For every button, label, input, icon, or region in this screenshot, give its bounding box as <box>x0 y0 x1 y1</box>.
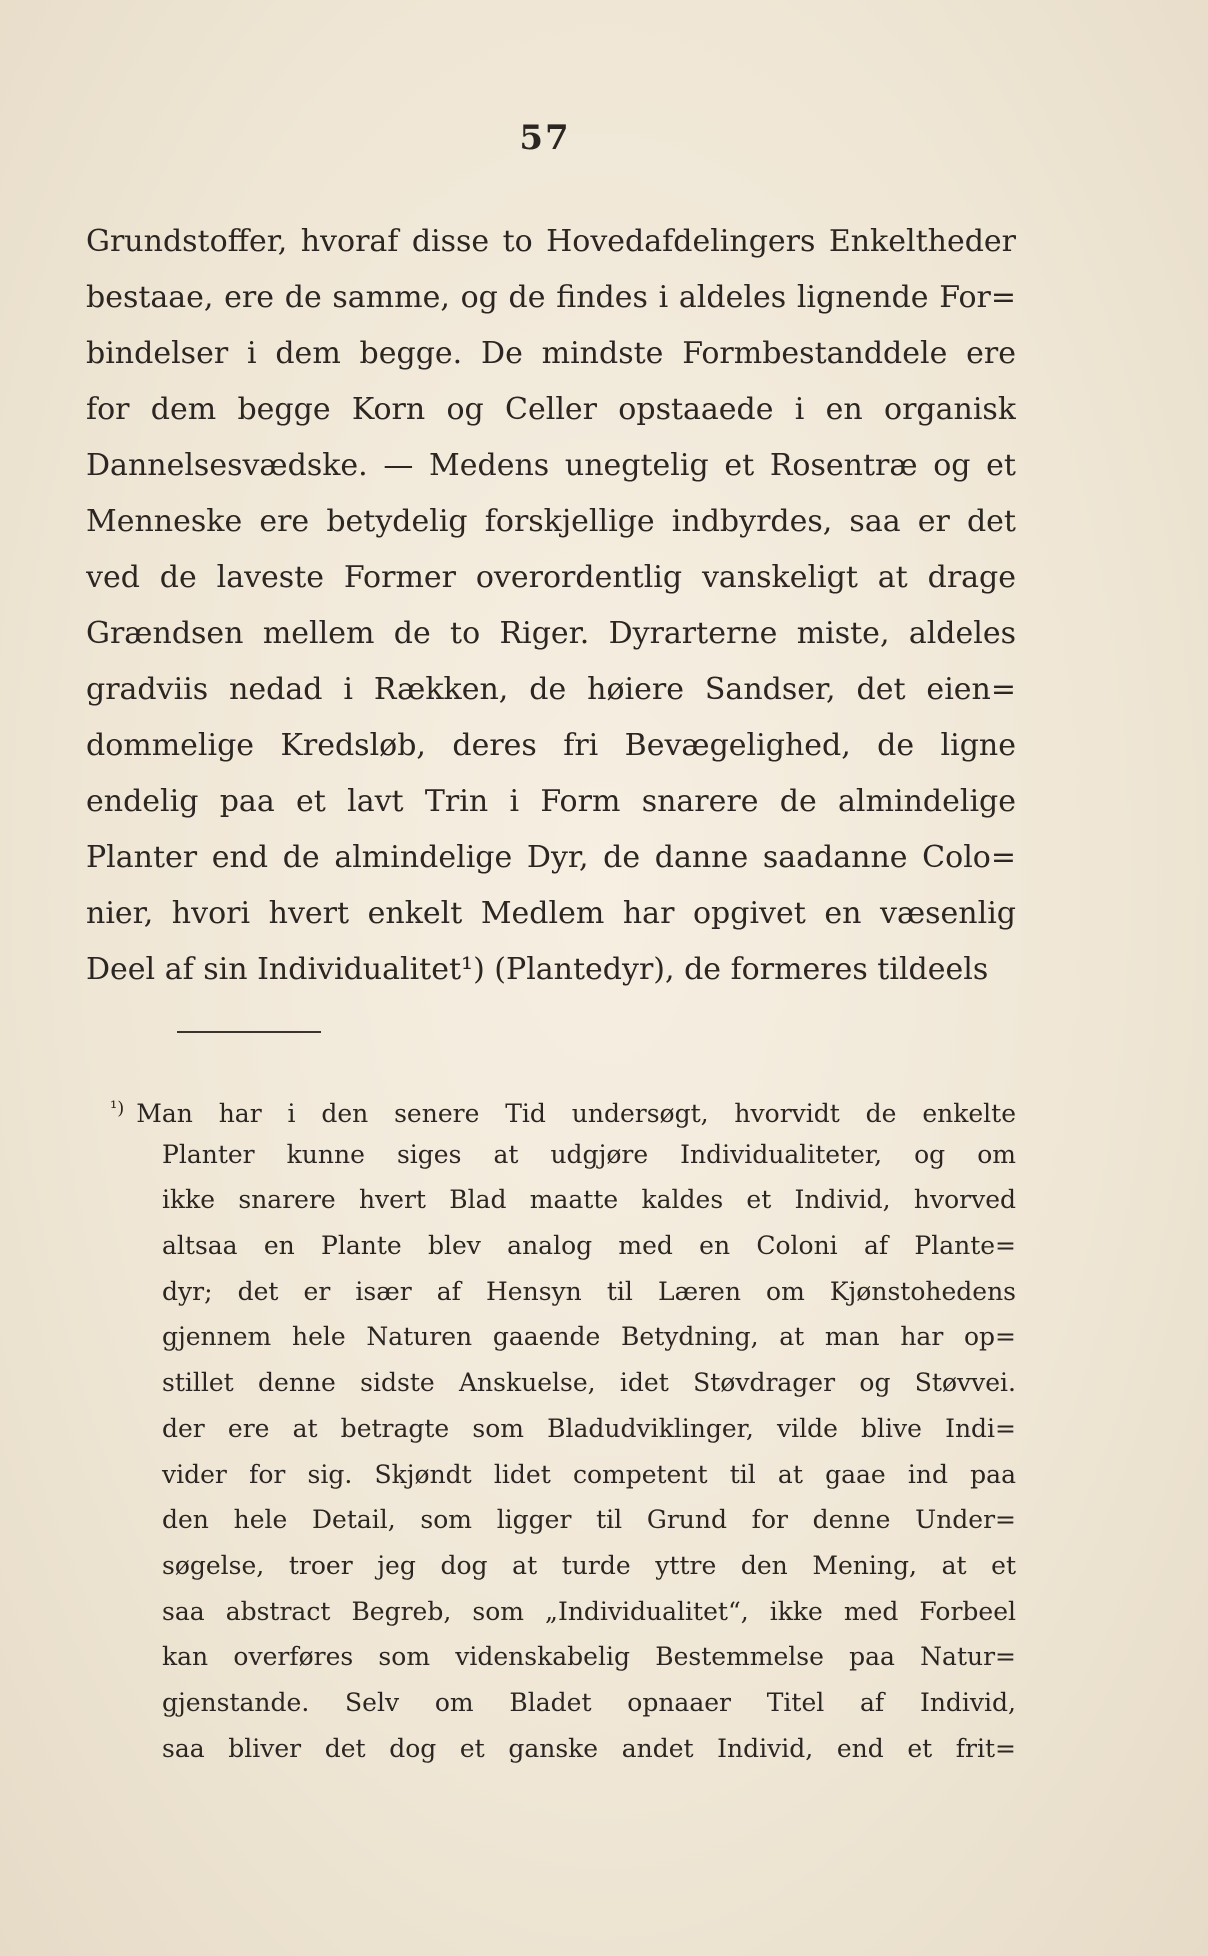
text-line: Dannelsesvædske. — Medens unegtelig et Rosentræ og et <box>86 448 1016 483</box>
text-line: bindelser i dem begge. De mindste Formbestanddele ere <box>86 336 1016 371</box>
footnote-line-text: Man har i den senere Tid undersøgt, hvorvidt de enkelte <box>136 1099 1016 1128</box>
footnote-line: den hele Detail, som ligger til Grund for denne Under= <box>162 1505 1016 1535</box>
footnote-line: ikke snarere hvert Blad maatte kaldes et Individ, hvorved <box>162 1185 1016 1215</box>
page-number: 57 <box>519 118 571 158</box>
footnote <box>110 1086 1016 1771</box>
footnote-line: Planter kunne siges at udgjøre Individualiteter, og om <box>162 1139 1016 1169</box>
text-line: ved de laveste Former overordentlig vanskeligt at drage <box>86 560 1016 595</box>
footnote-line: altsaa en Plante blev analog med en Coloni af Plante= <box>162 1231 1016 1261</box>
footnote-line: der ere at betragte som Bladudviklinger, vilde blive Indi= <box>162 1413 1016 1443</box>
footnote-line: gjenstande. Selv om Bladet opnaaer Titel af Individ, <box>162 1687 1016 1717</box>
footnote-line: kan overføres som videnskabelig Bestemmelse paa Natur= <box>162 1642 1016 1672</box>
footnote-divider <box>177 1031 321 1033</box>
text-line: Grundstoffer, hvoraf disse to Hovedafdelingers Enkeltheder <box>86 224 1016 259</box>
text-line: Grændsen mellem de to Riger. Dyrarterne miste, aldeles <box>86 616 1016 651</box>
body-text <box>86 214 1016 998</box>
text-line: for dem begge Korn og Celler opstaaede i en organisk <box>86 392 1016 427</box>
footnote-line: saa abstract Begreb, som „Individualitet“, ikke med Forbeel <box>162 1596 1016 1626</box>
footnote-marker: ¹) <box>110 1098 125 1119</box>
footnote-line: søgelse, troer jeg dog at turde yttre den Mening, at et <box>162 1550 1016 1580</box>
footnote-line: stillet denne sidste Anskuelse, idet Støvdrager og Støvvei. <box>162 1368 1016 1398</box>
text-line: bestaae, ere de samme, og de findes i aldeles lignende For= <box>86 280 1016 315</box>
footnote-line <box>110 1086 1016 1132</box>
text-line: Menneske ere betydelig forskjellige indbyrdes, saa er det <box>86 504 1016 539</box>
text-line: Planter end de almindelige Dyr, de danne saadanne Colo= <box>86 840 1016 875</box>
text-line: endelig paa et lavt Trin i Form snarere de almindelige <box>86 784 1016 819</box>
text-line: dommelige Kredsløb, deres fri Bevægelighed, de ligne <box>86 728 1016 763</box>
footnote-line: saa bliver det dog et ganske andet Individ, end et frit= <box>162 1733 1016 1763</box>
text-line: Deel af sin Individualitet¹) (Plantedyr), de formeres tildeels <box>86 952 989 987</box>
footnote-line: vider for sig. Skjøndt lidet competent til at gaae ind paa <box>162 1459 1016 1489</box>
text-line: nier, hvori hvert enkelt Medlem har opgivet en væsenlig <box>86 896 1016 931</box>
footnote-line: gjennem hele Naturen gaaende Betydning, at man har op= <box>162 1322 1016 1352</box>
footnote-line: dyr; det er især af Hensyn til Læren om Kjønstohedens <box>162 1276 1016 1306</box>
text-line: gradviis nedad i Rækken, de høiere Sandser, det eien= <box>86 672 1016 707</box>
